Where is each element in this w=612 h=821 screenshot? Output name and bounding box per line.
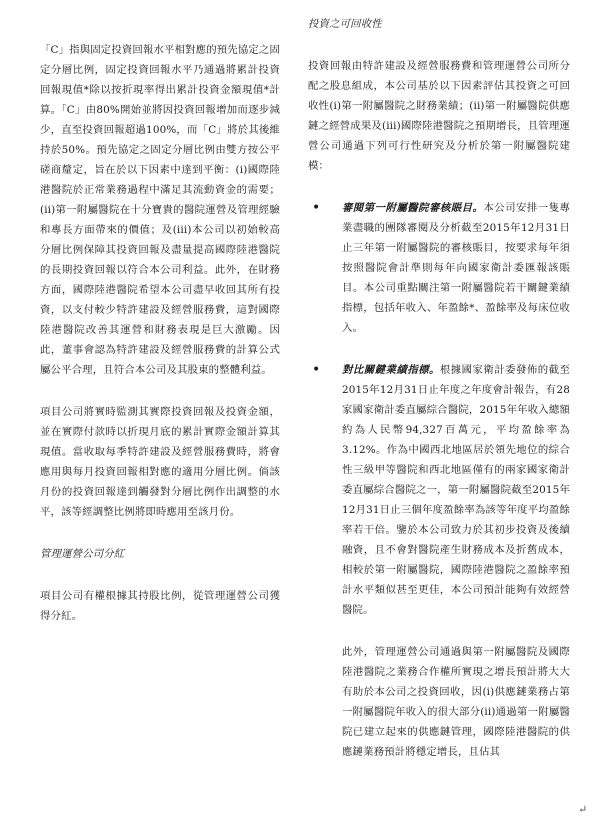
- right-column: [308, 14, 570, 762]
- bullet-text: 本公司安排一隻專業盡職的團隊審閱及分析截至2015年12月31日止三年第一附屬醫院的審核賬目，按要求每年須按照醫院會計準則每年向國家衛計委匯報該賬目。本公司重點關注第一附屬醫院若干關鍵業績指標，包括年收入、年盈餘*、盈餘率及每床位收入。: [342, 202, 570, 334]
- section-heading-recoverability: 投資之可回收性: [308, 18, 382, 30]
- bullet-title: 對比關鍵業績指標。: [342, 364, 440, 376]
- left-column: [40, 40, 280, 626]
- bullet-icon: •: [312, 362, 321, 378]
- paragraph-dividend: 項目公司有權根據其持股比例，從管理運營公司獲得分紅。: [40, 590, 280, 622]
- bullet-icon: •: [312, 200, 321, 216]
- bullet-item-kpi-comparison: [308, 360, 570, 620]
- return-mark-icon: ↵: [578, 803, 588, 816]
- bullet-text: 根據國家衛計委發佈的截至2015年12月31日止年度之年度會計報告，有28家國家衛計委直屬綜合醫院，2015年年收入總額約為人民幣94,327百萬元，平均盈餘率為3.12%。作為中國西北地區居於領先地位的綜合性三級甲等醫院和西北地區僅有的兩家國家衛計委直屬綜合醫院之一，第一附屬醫院截至2015年12月31日止三個年度盈餘率為該等年度平均盈餘率若干倍。鑒於本公司致力於其初步投資及後續融資，且不會對醫院產生財務成本及折舊成本，相較於第一附屬醫院，國際陸港醫院之盈餘率預計水平類似甚至更佳，本公司預計能夠有效經營醫院。: [342, 364, 570, 616]
- bullet-title: 審閱第一附屬醫院審核賬目。: [342, 202, 484, 214]
- bullet-item-audit-review: [308, 198, 570, 338]
- paragraph-tier-ratio: 「C」指與固定投資回報水平相對應的預先協定之固定分層比例，固定投資回報水平乃通過將累計投資回報現值*除以按折現率得出累計投資金額現值*計算。「C」由80%開始並將因投資回報增加而逐步減少，直至投資回報超過100%，而「C」將於其後維持於50%。預先協定之固定分層比例由雙方按公平磋商釐定，旨在於以下因素中達到平衡：(i)國際陸港醫院於正常業務過程中滿足其流動資金的需要；(ii)第一附屬醫院在十分寶貴的醫院運營及管理經驗和專長方面帶來的價值；及(iii)本公司以初始較高分層比例保障其投資回報及盡量提高國際陸港醫院的長期投資回報以符合本公司利益。此外，在財務方面，國際陸港醫院希望本公司盡早收回其所有投資，以支付較少特許建設及經營服務費，這對國際陸港醫院改善其運營和財務表現是巨大激勵。因此，董事會認為特許建設及經營服務費的計算公式屬公平合理，且符合本公司及其股東的整體利益。: [40, 44, 280, 376]
- paragraph-closing: 此外，管理運營公司通過與第一附屬醫院及國際陸港醫院之業務合作權所實現之增長預計將大大有助於本公司之投資回收，因(i)供應鏈業務占第一附屬醫院年收入的很大部分(ii)通過第一附屬醫院已建立起來的供應鏈管理，國際陸港醫院的供應鏈業務預計將穩定增長，且佔其: [342, 646, 570, 758]
- paragraph-recoverability-intro: 投資回報由特許建設及經營服務費和管理運營公司所分配之股息組成，本公司基於以下因素評估其投資之可回收性(i)第一附屬醫院之財務業績；(ii)第一附屬醫院供應鏈之經營成果及(iii)國際陸港醫院之預期增長，且管理運營公司通過下列可行性研究及分析於第一附屬醫院建模：: [308, 60, 570, 172]
- paragraph-monitoring: 項目公司將實時監測其實際投資回報及投資金額，並在實際付款時以折現月底的累計實際金額計算其現值。當收取每季特許建設及經營服務費時，將會應用與每月投資回報相對應的適用分層比例。倘該月份的投資回報達到觸發對分層比例作出調整的水平，該等經調整比例將即時應用至該月份。: [40, 406, 280, 518]
- section-heading-dividend: 管理運營公司分紅: [40, 548, 125, 560]
